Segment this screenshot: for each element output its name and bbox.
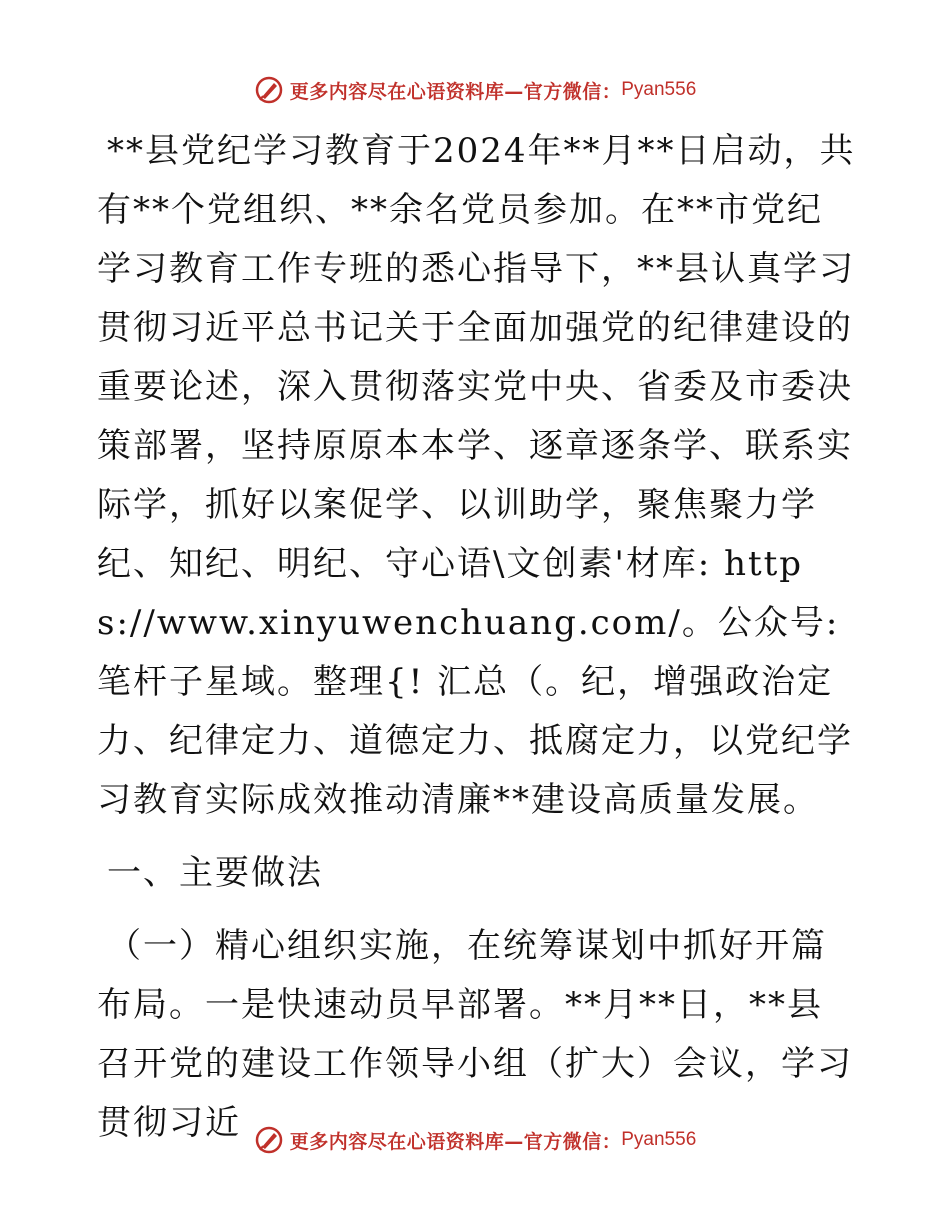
watermark-banner-top [0,70,950,110]
intro-paragraph: **县党纪学习教育于2024年**月**日启动，共有**个党组织、**余名党员参加。在**市党纪学习教育工作专班的悉心指导下，**县认真学习贯彻习近平总书记关于全面加强党的纪律建设的重要论述，深入贯彻落实党中央、省委及市委决策部署，坚持原原本本学、逐章逐条学、联系实际学，抓好以案促学、以训助学，聚焦聚力学纪、知纪、明纪、守心语\文创素'材库: https://www.xinyuwenchuang.com/。公众号: 笔杆子星域。整理{! 汇总（。纪，增强政治定力、纪律定力、道德定力、抵腐定力，以党纪学习教育实际成效推动清廉**建设高质量发展。 [97,131,856,820]
watermark-text: 更多内容尽在心语资料库—官方微信： [289,1130,622,1153]
section-heading: 一、主要做法 [107,853,323,893]
subsection-paragraph: （一）精心组织实施，在统筹谋划中抓好开篇布局。一是快速动员早部署。**月**日，**县召开党的建设工作领导小组（扩大）会议，学习贯彻习近 [97,926,853,1143]
watermark-wechat-id: Pyan556 [621,1129,697,1150]
document-body [97,122,857,1153]
watermark-text: 更多内容尽在心语资料库—官方微信： [289,80,622,103]
watermark-banner-bottom [0,1120,950,1160]
quill-pen-logo-icon [254,75,284,105]
quill-pen-logo-icon [254,1125,284,1155]
watermark-wechat-id: Pyan556 [621,79,697,100]
